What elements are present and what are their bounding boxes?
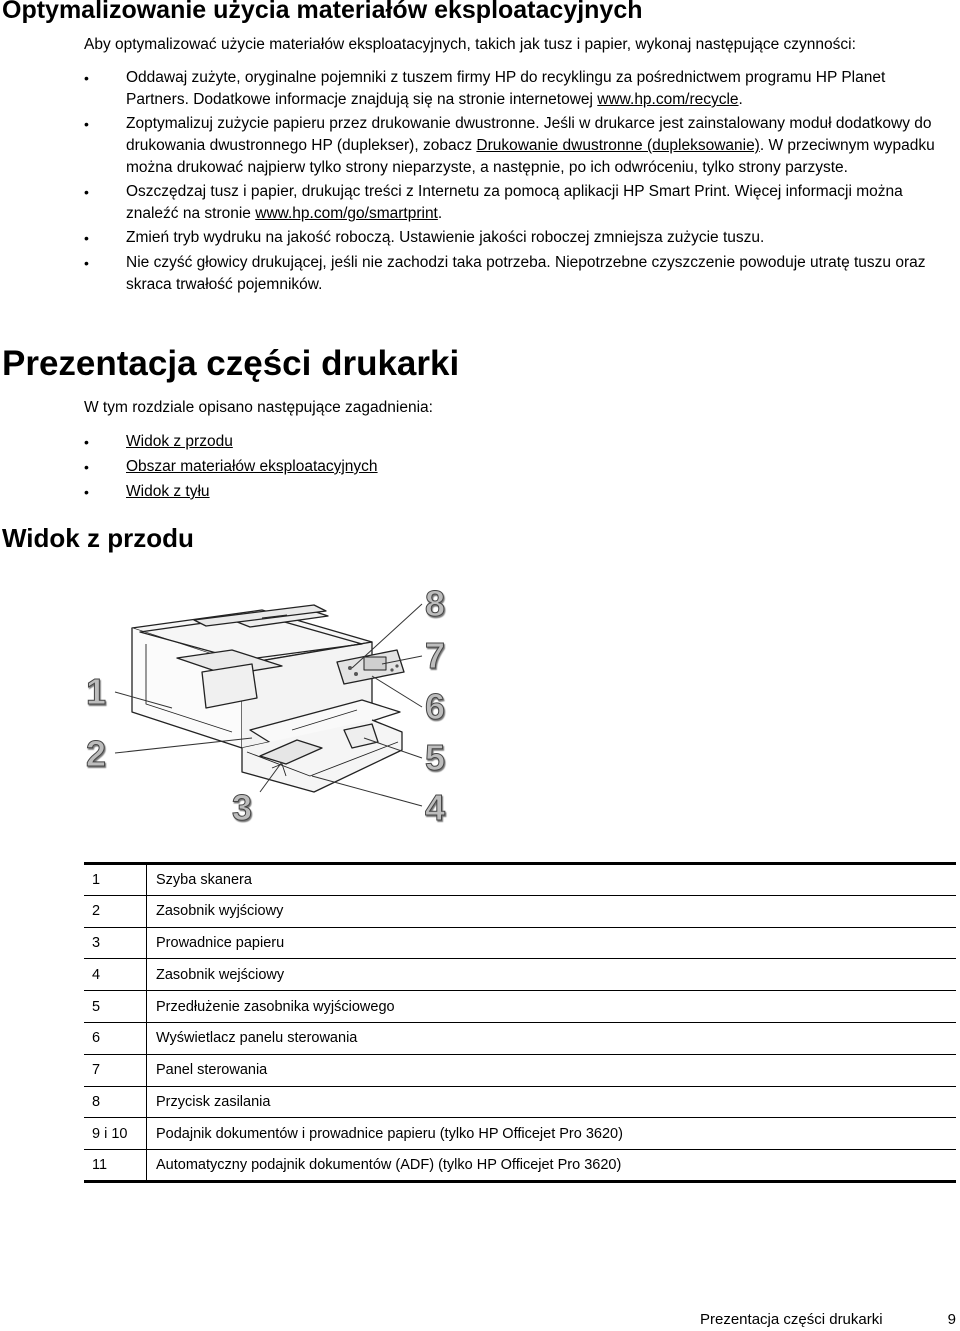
list-item: • Oszczędzaj tusz i papier, drukując treści z Internetu za pomocą aplikacji HP Smart Print. Więcej informacji można znaleźć na stronie www.hp.com/go/smartprint. bbox=[84, 181, 944, 225]
callout-4: 4 bbox=[425, 787, 446, 828]
part-number: 5 bbox=[84, 991, 147, 1023]
section-title-prezentacja: Prezentacja części drukarki bbox=[2, 344, 460, 383]
parts-table bbox=[84, 862, 956, 1183]
part-number: 2 bbox=[84, 895, 147, 927]
section2-intro: W tym rozdziale opisano następujące zagadnienia: bbox=[84, 399, 433, 416]
list-item: • Oddawaj zużyte, oryginalne pojemniki z tuszem firmy HP do recyklingu za pośrednictwem programu HP Planet Partners. Dodatkowe informacje znajdują się na stronie internetowej www.hp.com/recycle. bbox=[84, 67, 944, 111]
table-row bbox=[84, 895, 956, 927]
section-title-optymalizowanie: Optymalizowanie użycia materiałów eksploatacyjnych bbox=[2, 0, 643, 24]
part-label: Podajnik dokumentów i prowadnice papieru (tylko HP Officejet Pro 3620) bbox=[147, 1118, 957, 1150]
part-label: Prowadnice papieru bbox=[147, 927, 957, 959]
link-recycle[interactable]: www.hp.com/recycle bbox=[597, 91, 739, 108]
table-row bbox=[84, 864, 956, 896]
part-label: Zasobnik wejściowy bbox=[147, 959, 957, 991]
part-number: 8 bbox=[84, 1086, 147, 1118]
page-number: 9 bbox=[947, 1311, 956, 1328]
table-row bbox=[84, 991, 956, 1023]
link-widok-z-przodu[interactable]: Widok z przodu bbox=[126, 433, 233, 450]
part-number: 6 bbox=[84, 1022, 147, 1054]
callout-2: 2 bbox=[86, 733, 107, 774]
table-row bbox=[84, 959, 956, 991]
section1-bullet-list bbox=[84, 67, 944, 296]
part-label: Wyświetlacz panelu sterowania bbox=[147, 1022, 957, 1054]
part-label: Przycisk zasilania bbox=[147, 1086, 957, 1118]
part-label: Szyba skanera bbox=[147, 864, 957, 896]
part-label: Automatyczny podajnik dokumentów (ADF) (tylko HP Officejet Pro 3620) bbox=[147, 1150, 957, 1182]
part-label: Zasobnik wyjściowy bbox=[147, 895, 957, 927]
link-smartprint[interactable]: www.hp.com/go/smartprint bbox=[255, 205, 438, 222]
link-widok-z-tylu[interactable]: Widok z tyłu bbox=[126, 483, 210, 500]
part-number: 11 bbox=[84, 1150, 147, 1182]
printer-front-illustration bbox=[82, 580, 462, 830]
link-duplex-printing[interactable]: Drukowanie dwustronne (dupleksowanie) bbox=[476, 137, 760, 154]
list-item bbox=[84, 431, 944, 453]
list-item: • Zoptymalizuj zużycie papieru przez drukowanie dwustronne. Jeśli w drukarce jest zainstalowany moduł dodatkowy do drukowania dwustronnego HP (duplekser), zobacz Drukowanie dwustronne (dupleksowanie). W przeciwnym wypadku można drukować najpierw tylko strony nieparzyste, a następnie, po ich odwróceniu, tylko strony parzyste. bbox=[84, 113, 944, 179]
part-label: Przedłużenie zasobnika wyjściowego bbox=[147, 991, 957, 1023]
callout-3: 3 bbox=[232, 787, 253, 828]
list-item bbox=[84, 481, 944, 503]
part-number: 4 bbox=[84, 959, 147, 991]
section-title-widok-z-przodu: Widok z przodu bbox=[2, 523, 194, 553]
link-obszar-materialow[interactable]: Obszar materiałów eksploatacyjnych bbox=[126, 458, 378, 475]
callout-8: 8 bbox=[425, 583, 446, 624]
callout-7: 7 bbox=[425, 635, 446, 676]
section1-intro: Aby optymalizować użycie materiałów eksploatacyjnych, takich jak tusz i papier, wykonaj następujące czynności: bbox=[84, 36, 856, 53]
table-row bbox=[84, 1054, 956, 1086]
list-item bbox=[84, 456, 944, 478]
callout-6: 6 bbox=[425, 686, 446, 727]
table-row bbox=[84, 1118, 956, 1150]
footer-section-title: Prezentacja części drukarki bbox=[700, 1311, 883, 1328]
topics-list bbox=[84, 431, 944, 503]
part-label: Panel sterowania bbox=[147, 1054, 957, 1086]
part-number: 3 bbox=[84, 927, 147, 959]
table-row bbox=[84, 927, 956, 959]
callout-5: 5 bbox=[425, 737, 446, 778]
callout-1: 1 bbox=[86, 671, 107, 712]
list-item: • Zmień tryb wydruku na jakość roboczą. Ustawienie jakości roboczej zmniejsza zużycie tuszu. bbox=[84, 227, 944, 249]
table-row bbox=[84, 1022, 956, 1054]
part-number: 9 i 10 bbox=[84, 1118, 147, 1150]
table-row bbox=[84, 1150, 956, 1182]
list-item: • Nie czyść głowicy drukującej, jeśli nie zachodzi taka potrzeba. Niepotrzebne czyszczenie powoduje utratę tuszu oraz skraca trwałość pojemników. bbox=[84, 252, 944, 296]
part-number: 1 bbox=[84, 864, 147, 896]
part-number: 7 bbox=[84, 1054, 147, 1086]
page-footer bbox=[700, 1311, 956, 1328]
table-row bbox=[84, 1086, 956, 1118]
